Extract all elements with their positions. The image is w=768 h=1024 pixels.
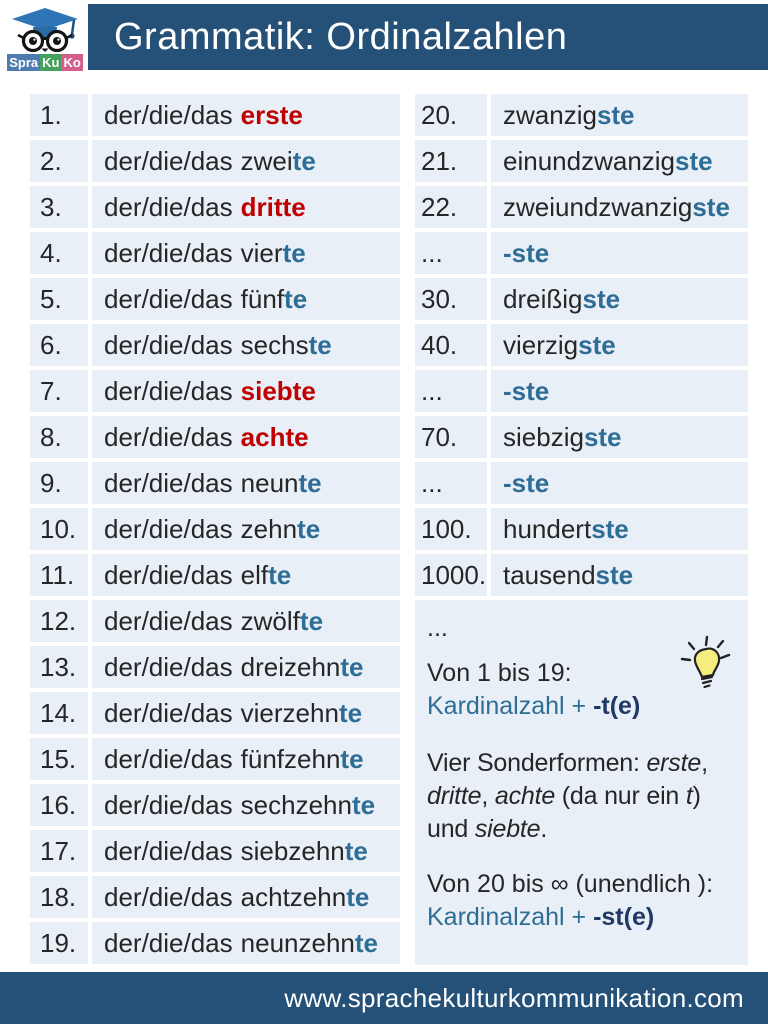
row-number: ... [415, 462, 487, 504]
row-ordinal-word [491, 186, 748, 228]
irregular-form-italic: dritte [427, 782, 482, 810]
row-ordinal-word [92, 922, 400, 964]
ordinal-row [415, 278, 748, 320]
row-ordinal-word [491, 324, 748, 366]
ordinal-row [30, 830, 400, 872]
ordinal-row [30, 232, 400, 274]
row-ordinal-word [491, 370, 748, 412]
ordinal-row [415, 554, 748, 596]
article-prefix: der/die/das [104, 99, 233, 130]
ordinal-row [415, 94, 748, 136]
ordinal-suffix: te [284, 283, 308, 314]
number-stem: dreizehn [240, 651, 341, 682]
ordinal-row [30, 278, 400, 320]
number-stem: einundzwanzig [503, 145, 676, 176]
article-prefix: der/die/das [104, 789, 233, 820]
article-prefix: der/die/das [104, 559, 233, 590]
number-stem: hundert [503, 513, 592, 544]
ordinal-suffix: te [282, 237, 306, 268]
ordinal-row [30, 646, 400, 688]
page-title: Grammatik: Ordinalzahlen [114, 15, 568, 58]
row-number: 17. [30, 830, 88, 872]
row-number: 30. [415, 278, 487, 320]
ordinal-row [415, 232, 748, 274]
ordinal-suffix: te [351, 789, 376, 820]
row-ordinal-word [92, 738, 400, 780]
row-ordinal-word [92, 232, 400, 274]
row-ordinal-word [92, 830, 400, 872]
row-ordinal-word [92, 462, 400, 504]
number-stem: dreißig [503, 283, 583, 314]
irregular-form: dritte [240, 191, 306, 222]
row-ordinal-word [92, 784, 400, 826]
rule1-title: Von 1 bis 19: [427, 659, 572, 687]
header-bar [88, 4, 768, 70]
number-stem: neunzehn [240, 927, 355, 958]
row-ordinal-word [92, 324, 400, 366]
article-prefix: der/die/das [104, 329, 233, 360]
row-number: 13. [30, 646, 88, 688]
article-prefix: der/die/das [104, 927, 233, 958]
row-ordinal-word [92, 416, 400, 458]
ordinal-suffix: te [292, 145, 316, 176]
row-number: 18. [30, 876, 88, 918]
rule1-formula: Kardinalzahl + -t(e) [427, 692, 641, 720]
article-prefix: der/die/das [104, 697, 233, 728]
number-stem: zweiundzwanzig [503, 191, 693, 222]
ordinal-row [30, 462, 400, 504]
owl-graduation-icon [4, 4, 86, 57]
row-ordinal-word [92, 876, 400, 918]
row-ordinal-word [491, 94, 748, 136]
row-ordinal-word [491, 278, 748, 320]
ordinal-suffix: ste [596, 99, 635, 130]
row-number: 8. [30, 416, 88, 458]
number-stem: sechzehn [240, 789, 352, 820]
article-prefix: der/die/das [104, 375, 233, 406]
ordinal-row [415, 370, 748, 412]
ordinal-row [30, 922, 400, 964]
lightbulb-icon [676, 634, 734, 709]
row-ordinal-word [491, 462, 748, 504]
irregular-form: achte [240, 421, 309, 452]
note-text: Vier Sonderformen: [427, 749, 647, 777]
ordinal-row [30, 186, 400, 228]
number-stem: zehn [240, 513, 298, 544]
ordinal-row [30, 738, 400, 780]
row-ordinal-word [491, 508, 748, 550]
ordinal-suffix: ste [692, 191, 730, 222]
logo-part-ko: Ko [63, 55, 81, 70]
ordinal-row [30, 370, 400, 412]
article-prefix: der/die/das [104, 881, 233, 912]
row-ordinal-word [92, 646, 400, 688]
row-number: 70. [415, 416, 487, 458]
row-number: 22. [415, 186, 487, 228]
sonderformen-note [427, 747, 740, 846]
row-ordinal-word [491, 416, 748, 458]
article-prefix: der/die/das [104, 145, 233, 176]
note-text: (da nur ein [555, 782, 686, 810]
article-prefix: der/die/das [104, 237, 233, 268]
row-number: 10. [30, 508, 88, 550]
row-ordinal-word [92, 278, 400, 320]
row-number: 15. [30, 738, 88, 780]
irregular-form-italic: achte [494, 782, 556, 810]
article-prefix: der/die/das [104, 743, 233, 774]
ordinal-suffix: te [298, 467, 322, 498]
ellipsis-text: ... [427, 614, 448, 642]
irregular-form: erste [240, 99, 303, 130]
ordinal-suffix: te [338, 697, 363, 728]
row-number: 3. [30, 186, 88, 228]
article-prefix: der/die/das [104, 605, 233, 636]
ordinal-row [415, 462, 748, 504]
ordinals-column-1-19 [30, 94, 400, 964]
row-number: 7. [30, 370, 88, 412]
number-stem: siebzehn [240, 835, 345, 866]
number-stem: vierzig [503, 329, 579, 360]
number-stem: fünfzehn [240, 743, 341, 774]
row-number: 40. [415, 324, 487, 366]
ordinal-suffix: -ste [503, 375, 550, 406]
ordinal-row [415, 140, 748, 182]
row-number: 2. [30, 140, 88, 182]
note-text: , [701, 749, 708, 777]
ordinal-suffix: te [308, 329, 332, 360]
row-ordinal-word [491, 140, 748, 182]
ordinal-row [415, 508, 748, 550]
row-ordinal-word [92, 600, 400, 642]
row-ordinal-word [92, 692, 400, 734]
ordinal-suffix: te [340, 743, 364, 774]
ordinal-suffix: -ste [503, 467, 550, 498]
row-number: 20. [415, 94, 487, 136]
logo [4, 4, 86, 70]
number-stem: vierzehn [240, 697, 339, 728]
number-stem: achtzehn [240, 881, 347, 912]
row-number: ... [415, 232, 487, 274]
row-number: 4. [30, 232, 88, 274]
row-number: 11. [30, 554, 88, 596]
irregular-form: siebte [240, 375, 316, 406]
row-ordinal-word [92, 94, 400, 136]
article-prefix: der/die/das [104, 421, 233, 452]
row-ordinal-word [92, 140, 400, 182]
irregular-form-italic: t [685, 782, 693, 810]
ordinals-column-20-plus [415, 94, 748, 596]
rule2-title: Von 20 bis ∞ (unendlich ): [427, 870, 714, 898]
article-prefix: der/die/das [104, 835, 233, 866]
ordinal-suffix: ste [582, 283, 621, 314]
irregular-form-italic: erste [646, 749, 702, 777]
article-prefix: der/die/das [104, 467, 233, 498]
number-stem: siebzig [503, 421, 584, 452]
row-ordinal-word [491, 554, 748, 596]
ordinal-row [30, 876, 400, 918]
ordinal-row [415, 324, 748, 366]
row-ordinal-word [92, 370, 400, 412]
article-prefix: der/die/das [104, 191, 233, 222]
ordinal-suffix: te [346, 881, 370, 912]
ordinal-suffix: te [354, 927, 379, 958]
article-prefix: der/die/das [104, 651, 233, 682]
row-ordinal-word [491, 232, 748, 274]
row-number: 100. [415, 508, 487, 550]
note-text: . [540, 815, 548, 843]
ordinal-suffix: ste [578, 329, 616, 360]
row-number: 6. [30, 324, 88, 366]
row-number: 1000. [415, 554, 487, 596]
number-stem: neun [240, 467, 299, 498]
ordinal-row [30, 416, 400, 458]
note-text: ) und [427, 782, 701, 843]
ordinal-suffix: ste [595, 559, 634, 590]
article-prefix: der/die/das [104, 513, 233, 544]
footer-url: www.sprachekulturkommunikation.com [284, 982, 744, 1013]
number-stem: fünf [240, 283, 285, 314]
row-ordinal-word [92, 508, 400, 550]
row-ordinal-word [92, 186, 400, 228]
row-number: ... [415, 370, 487, 412]
ordinal-suffix: -ste [503, 237, 550, 268]
ordinal-suffix: te [299, 605, 324, 636]
row-number: 14. [30, 692, 88, 734]
row-number: 12. [30, 600, 88, 642]
number-stem: vier [240, 237, 283, 268]
footer-bar [0, 972, 768, 1024]
ordinal-row [415, 186, 748, 228]
number-stem: tausend [503, 559, 596, 590]
number-stem: elf [240, 559, 269, 590]
ordinal-suffix: ste [591, 513, 629, 544]
row-number: 9. [30, 462, 88, 504]
ordinal-row [30, 140, 400, 182]
logo-wordmark [7, 54, 83, 71]
row-number: 16. [30, 784, 88, 826]
ordinal-row [30, 784, 400, 826]
row-number: 1. [30, 94, 88, 136]
ordinal-suffix: te [340, 651, 364, 682]
ordinal-row [30, 554, 400, 596]
row-number: 5. [30, 278, 88, 320]
row-number: 19. [30, 922, 88, 964]
ordinal-suffix: ste [675, 145, 713, 176]
note-text: , [481, 782, 495, 810]
notes-panel [415, 600, 748, 965]
logo-part-ku: Ku [42, 55, 60, 70]
ordinal-row [30, 324, 400, 366]
ordinal-suffix: ste [583, 421, 622, 452]
ordinal-row [30, 94, 400, 136]
number-stem: zwanzig [503, 99, 597, 130]
irregular-form-italic: siebte [474, 815, 541, 843]
number-stem: zwei [240, 145, 293, 176]
ordinal-row [415, 416, 748, 458]
ordinal-row [30, 508, 400, 550]
article-prefix: der/die/das [104, 283, 233, 314]
row-ordinal-word [92, 554, 400, 596]
ordinal-row [30, 600, 400, 642]
ordinal-row [30, 692, 400, 734]
rule2-formula: Kardinalzahl + -st(e) [427, 903, 655, 931]
logo-part-spra: Spra [9, 55, 39, 70]
ordinal-suffix: te [297, 513, 321, 544]
row-number: 21. [415, 140, 487, 182]
number-stem: zwölf [240, 605, 300, 636]
ordinal-suffix: te [344, 835, 368, 866]
ordinal-suffix: te [268, 559, 292, 590]
number-stem: sechs [240, 329, 309, 360]
